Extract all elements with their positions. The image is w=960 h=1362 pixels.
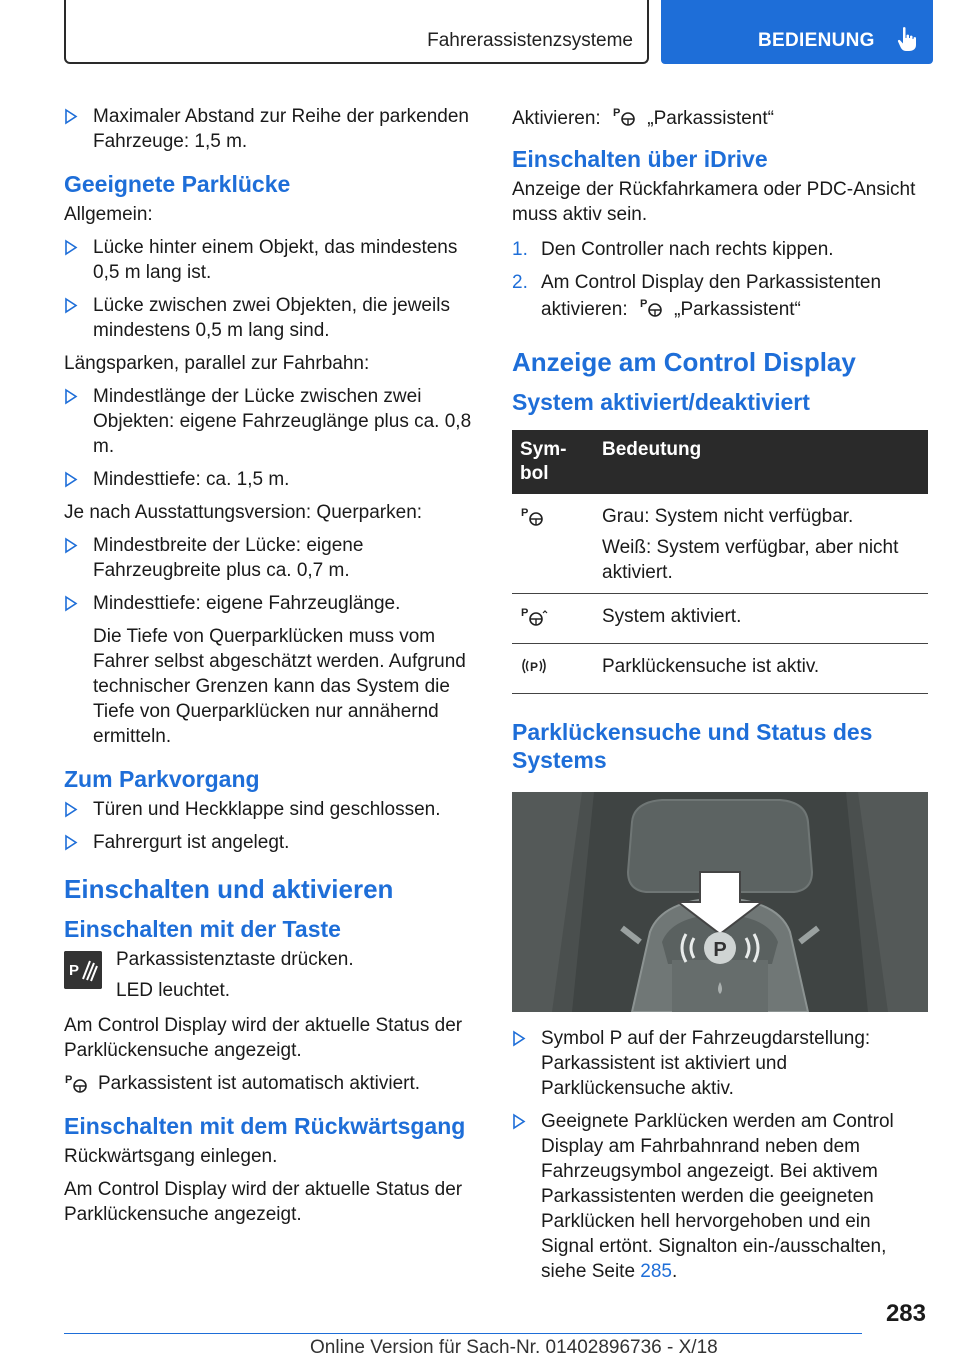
- parking-assistant-icon: [64, 1071, 90, 1095]
- paragraph: Anzeige der Rückfahrkamera oder PDC-Ansicht muss aktiv sein.: [512, 179, 916, 225]
- list-item: Lücke zwischen zwei Objekten, die jeweils mindestens 0,5 m lang sind.: [64, 293, 480, 343]
- parking-assistant-icon: [639, 295, 665, 319]
- list-item: Maximaler Abstand zur Reihe der parkenden Fahrzeuge: 1,5 m.: [64, 104, 480, 154]
- heading-einschalten-mit-taste: Einschalten mit der Taste: [64, 916, 341, 942]
- bullet-triangle-icon: [64, 595, 78, 612]
- list-item: Mindesttiefe: eigene Fahrzeuglänge. Die Tiefe von Querparklücken muss vom Fahrer selbst abgeschätzt werden. Aufgrund technischer Grenzen kann das System die Tiefe von Querparklücken nur annähernd ermitteln.: [64, 591, 480, 749]
- table-row: P Grau: System nicht verfügbar. Weiß: System verfügbar, aber nicht aktiviert.: [512, 494, 928, 594]
- bullet-triangle-icon: [512, 1113, 526, 1130]
- table-header-row: [512, 430, 928, 494]
- svg-text:P: P: [521, 507, 529, 519]
- bullet-triangle-icon: [64, 471, 78, 488]
- park-assist-button-block: P Parkassistenztaste drücken. LED leuchtet.: [64, 947, 480, 1003]
- table-header-meaning: Bedeutung: [594, 430, 928, 494]
- left-column: [64, 104, 480, 1235]
- bullet-triangle-icon: [64, 834, 78, 851]
- parking-space-search-icon: [520, 654, 548, 678]
- list-item: Symbol P auf der Fahrzeugdarstellung: Parkassistent ist aktiviert und Parklückensuche aktiv.: [512, 1026, 928, 1101]
- step-number: 1.: [512, 239, 528, 260]
- list-item: 1. Den Controller nach rechts kippen.: [512, 239, 834, 260]
- table-row: P Parklückensuche ist aktiv.: [512, 644, 928, 694]
- symbol-table: [512, 430, 928, 694]
- paragraph: Allgemein:: [64, 204, 153, 225]
- chapter-title: Fahrerassistenzsysteme: [427, 30, 633, 51]
- bullet-triangle-icon: [64, 388, 78, 405]
- paragraph-with-icon: P Parkassistent ist automatisch aktiviert.: [65, 1073, 421, 1094]
- svg-text:P: P: [65, 1074, 73, 1086]
- park-assist-button-icon: [64, 951, 102, 989]
- svg-text:P: P: [612, 107, 621, 119]
- list-item: 2. Am Control Display den Parkassistenten aktivieren: P „Parkassistent“: [512, 272, 882, 320]
- page-reference-link[interactable]: 285: [640, 1261, 672, 1282]
- parking-assistant-icon: [612, 104, 638, 128]
- control-display-illustration: [512, 792, 928, 1012]
- paragraph-aktivieren: Aktivieren: P „Parkassistent“: [512, 104, 928, 131]
- parking-assistant-active-icon: [520, 604, 548, 628]
- list-item-note: Die Tiefe von Querparklücken muss vom Fahrer selbst abgeschätzt werden. Aufgrund technischer Grenzen kann das System die Tiefe von Querparklücken nur annähernd ermitteln.: [93, 626, 466, 747]
- header-section-tab[interactable]: [661, 0, 933, 64]
- page-number: 283: [885, 1300, 926, 1327]
- right-column: [512, 104, 928, 1292]
- paragraph: Rückwärtsgang einlegen.: [64, 1146, 278, 1167]
- list-item: Türen und Heckklappe sind geschlossen.: [64, 797, 480, 822]
- list-item: Mindestbreite der Lücke: eigene Fahrzeugbreite plus ca. 0,7 m.: [64, 533, 480, 583]
- heading-parklueckensuche: Parklückensuche und Status des Systems: [512, 719, 873, 773]
- bullet-triangle-icon: [64, 537, 78, 554]
- list-item: Mindestlänge der Lücke zwischen zwei Objekten: eigene Fahrzeuglänge plus ca. 0,8 m.: [64, 384, 480, 459]
- paragraph: Längsparken, parallel zur Fahrbahn:: [64, 353, 370, 374]
- svg-text:P: P: [521, 607, 529, 619]
- hand-pointer-icon: [897, 26, 919, 52]
- header-chapter-box: [64, 0, 649, 64]
- paragraph: Am Control Display wird der aktuelle Status der Parklückensuche angezeigt.: [64, 1015, 463, 1061]
- table-row: P System aktiviert.: [512, 594, 928, 644]
- table-header-symbol: Sym- bol: [512, 430, 594, 494]
- bullet-triangle-icon: [512, 1030, 526, 1047]
- step-number: 2.: [512, 272, 528, 293]
- list-item: Geeignete Parklücken werden am Control Display am Fahrbahnrand neben dem Fahrzeugsymbol angezeigt. Bei aktivem Parkassistenten werden die geeigneten Parklücken hell hervorgehoben und ein Signal ertönt. Signalton ein-/ausschalten, siehe Seite 285.: [512, 1109, 928, 1284]
- svg-text:P: P: [530, 660, 539, 674]
- heading-system-aktiviert: System aktiviert/deaktiviert: [512, 389, 810, 415]
- list-item: Mindesttiefe: ca. 1,5 m.: [64, 467, 480, 492]
- svg-text:P: P: [69, 962, 80, 979]
- list-item: Lücke hinter einem Objekt, das mindestens 0,5 m lang ist.: [64, 235, 480, 285]
- list-item: Fahrergurt ist angelegt.: [64, 830, 480, 855]
- heading-anzeige-control-display: Anzeige am Control Display: [512, 347, 856, 377]
- illustration-park-label: P: [713, 939, 727, 961]
- bullet-triangle-icon: [64, 801, 78, 818]
- paragraph: Am Control Display wird der aktuelle Status der Parklückensuche angezeigt.: [64, 1179, 463, 1225]
- bullet-triangle-icon: [64, 108, 78, 125]
- bullet-triangle-icon: [64, 297, 78, 314]
- svg-text:P: P: [639, 298, 648, 310]
- footer-divider: [64, 1333, 862, 1334]
- bullet-triangle-icon: [64, 239, 78, 256]
- heading-zum-parkvorgang: Zum Parkvorgang: [64, 766, 260, 792]
- footer-online-version: Online Version für Sach-Nr. 01402896736 - X/18: [310, 1337, 718, 1358]
- heading-einschalten-idrive: Einschalten über iDrive: [512, 146, 768, 172]
- heading-einschalten-und-aktivieren: Einschalten und aktivieren: [64, 874, 394, 904]
- paragraph: Je nach Ausstattungsversion: Querparken:: [64, 502, 423, 523]
- parking-assistant-icon: [520, 504, 548, 528]
- section-label: BEDIENUNG: [758, 30, 875, 51]
- heading-geeignete-parkluecke: Geeignete Parklücke: [64, 171, 291, 197]
- heading-einschalten-rueckwaertsgang: Einschalten mit dem Rückwärtsgang: [64, 1113, 466, 1139]
